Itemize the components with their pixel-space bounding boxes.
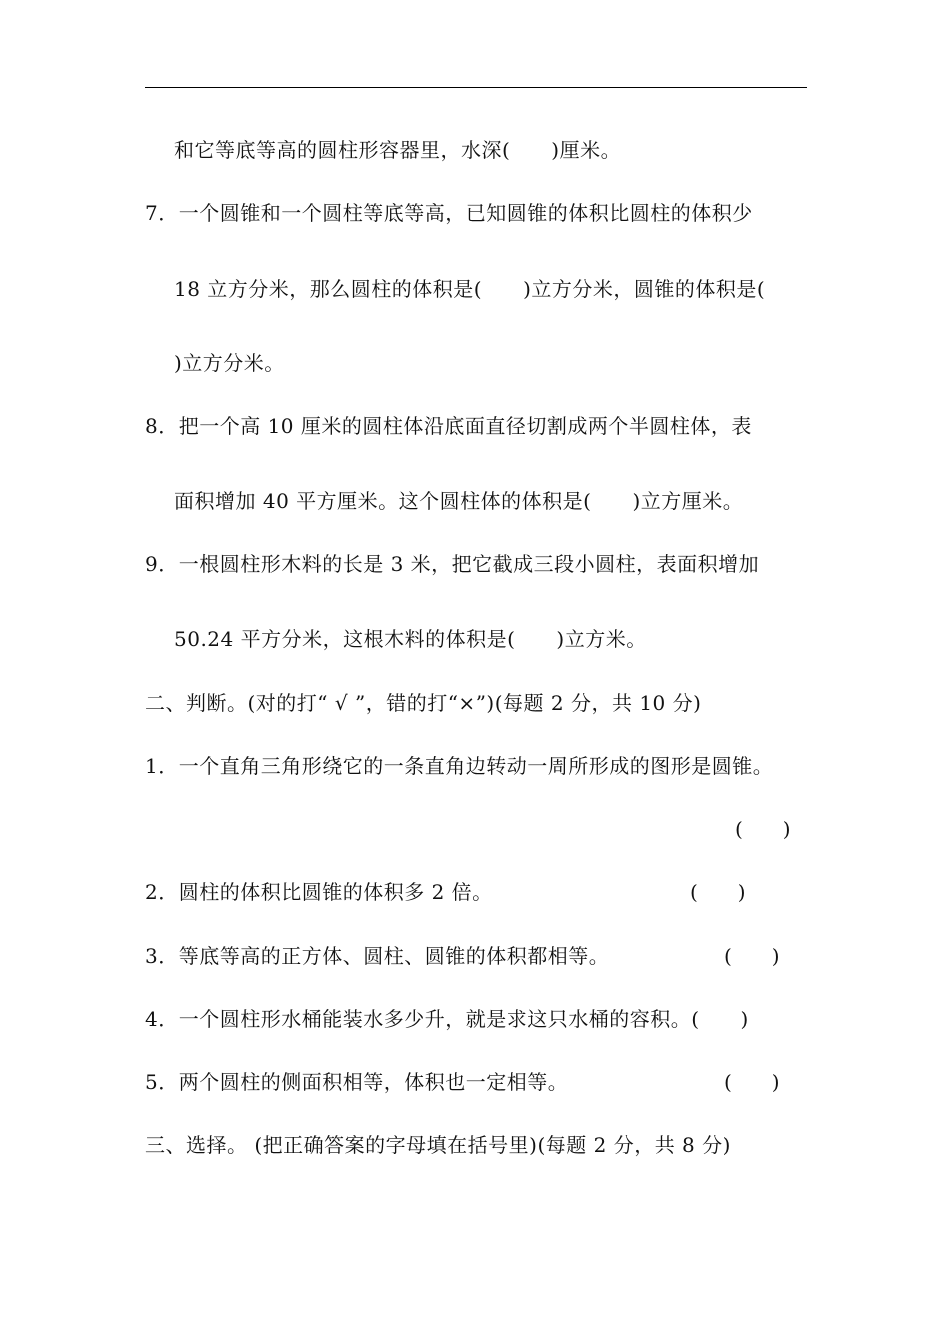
question-7-line-3: )立方分米。: [174, 351, 285, 375]
judge-1-statement: 1．一个直角三角形绕它的一条直角边转动一周所形成的图形是圆锥。: [145, 754, 774, 778]
judge-3-statement: 3．等底等高的正方体、圆柱、圆锥的体积都相等。: [145, 944, 610, 968]
judge-5-answer-blank[interactable]: ( ): [724, 1070, 780, 1094]
judge-5-statement: 5．两个圆柱的侧面积相等，体积也一定相等。: [145, 1070, 569, 1094]
question-9-line-1: 9．一根圆柱形木料的长是 3 米，把它截成三段小圆柱，表面积增加: [145, 552, 760, 576]
question-8-line-2: 面积增加 40 平方厘米。这个圆柱体的体积是( )立方厘米。: [174, 489, 744, 513]
question-7-line-2: 18 立方分米，那么圆柱的体积是( )立方分米，圆锥的体积是(: [174, 277, 766, 301]
question-8-line-1: 8．把一个高 10 厘米的圆柱体沿底面直径切割成两个半圆柱体，表: [145, 414, 752, 438]
question-9-line-2: 50.24 平方分米，这根木料的体积是( )立方米。: [174, 627, 647, 651]
section-3-heading: 三、选择。 (把正确答案的字母填在括号里)(每题 2 分，共 8 分): [145, 1133, 731, 1157]
question-7-line-1: 7．一个圆锥和一个圆柱等底等高，已知圆锥的体积比圆柱的体积少: [145, 201, 753, 225]
judge-4-statement: 4．一个圆柱形水桶能装水多少升，就是求这只水桶的容积。( ): [145, 1007, 749, 1031]
judge-2-answer-blank[interactable]: ( ): [690, 880, 746, 904]
judge-3-answer-blank[interactable]: ( ): [724, 944, 780, 968]
judge-2-statement: 2．圆柱的体积比圆锥的体积多 2 倍。: [145, 880, 493, 904]
header-rule: [145, 87, 807, 88]
judge-1-answer-blank[interactable]: ( ): [735, 817, 791, 841]
section-2-heading: 二、判断。(对的打“ √ ”，错的打“×”)(每题 2 分，共 10 分): [145, 691, 702, 715]
question-6-continuation: 和它等底等高的圆柱形容器里，水深( )厘米。: [174, 138, 622, 162]
